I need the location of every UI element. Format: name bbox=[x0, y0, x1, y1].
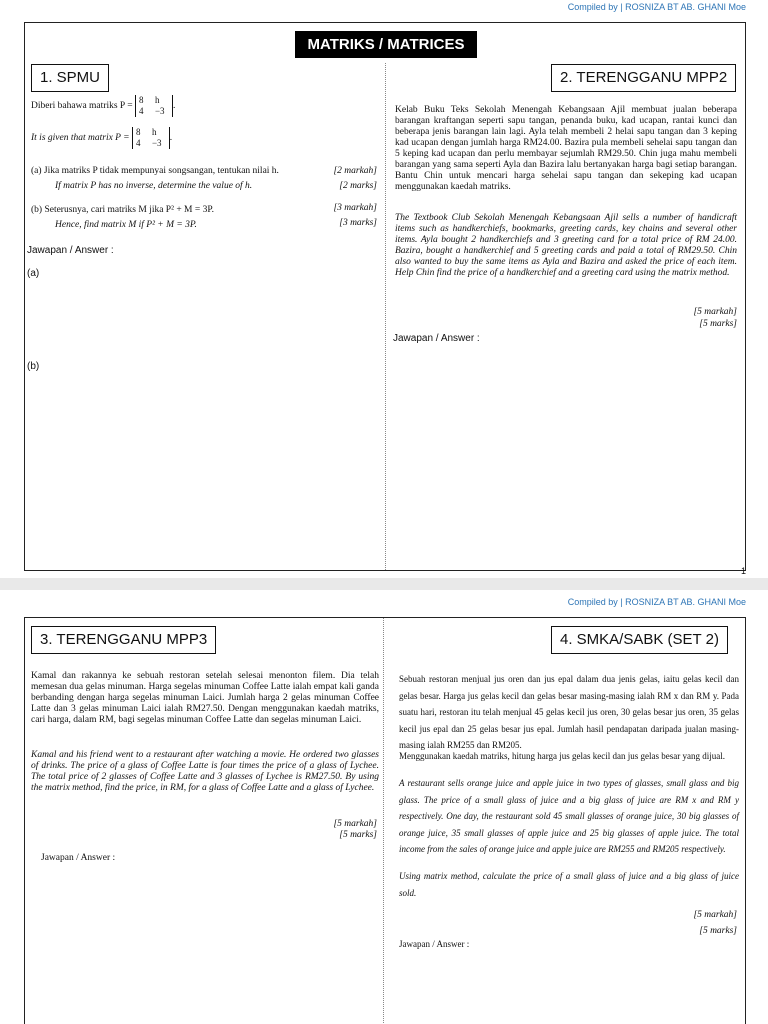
q1-given-en: It is given that matrix P = 8 h 4 −3 . bbox=[31, 127, 173, 148]
page-1-frame bbox=[24, 22, 746, 571]
q1-part-b-en: Hence, find matrix M if P² + M = 3P. bbox=[55, 220, 197, 230]
question-3-label: 3. TERENGGANU MPP3 bbox=[31, 626, 216, 654]
q4-marks-en: [5 marks] bbox=[699, 926, 737, 936]
question-4-label: 4. SMKA/SABK (SET 2) bbox=[551, 626, 728, 654]
q4-answer-label: Jawapan / Answer : bbox=[399, 939, 470, 949]
page-number: 1 bbox=[740, 566, 746, 576]
q2-marks-ms: [5 markah] bbox=[693, 307, 737, 317]
column-divider bbox=[383, 618, 384, 1024]
q2-marks-en: [5 marks] bbox=[699, 319, 737, 329]
q1-part-a-ms: (a) Jika matriks P tidak mempunyai songsangan, tentukan nilai h. bbox=[31, 166, 279, 176]
q4-text-ms: Sebuah restoran menjual jus oren dan jus epal dalam dua jenis gelas, iaitu gelas kecil dan gelas besar. Harga jus gelas kecil dan gelas besar masing-masing ialah RM x dan RM y. Pada suatu hari, restoran itu telah menjual 45 gelas kecil jus oren, 30 gelas besar jus oren, 35 gelas kecil jus epal dan 25 gelas besar jus epal. Jumlah hasil pendapatan daripada jualan masing-masing ialah RM255 dan RM205. bbox=[399, 674, 739, 750]
q2-text-ms: Kelab Buku Teks Sekolah Menengah Kebangsaan Ajil membuat jualan beberapa barangan kraftangan seperti sapu tangan, penanda buku, kad ucapan, rantai kunci dan beberapa jenis barangan lain lagi. Ayla telah membeli 2 helai sapu tangan dan 3 keping kad ucapan dengan jumlah harga RM24.00. Bazira pula membeli sehelai sapu tangan dan 5 keping kad ucapan dan perlu membayar sejumlah RM29.50. Chin juga mahu membeli barangan yang sama seperti Ayla dan Bazira lalu bertanyakan harga bagi setiap barangan. Bantu Chin untuk mencari harga sehelai sapu tangan dan sekeping kad ucapan menggunakan kaedah matriks. bbox=[395, 105, 737, 192]
q3-marks-en: [5 marks] bbox=[339, 830, 377, 840]
q4-text-en-2: Using matrix method, calculate the price of a small glass of juice and a big glass of juice sold. bbox=[399, 871, 739, 898]
page-2-frame bbox=[24, 617, 746, 1024]
q3-text-en: Kamal and his friend went to a restaurant after watching a movie. He ordered two glasses of drinks. The price of a glass of Coffee Latte is four times the price of a glass of Lychee. The total price of 2 glasses of Coffee Latte and 3 glasses of Lychee is RM27.50. By using the matrix method, find the price, in RM, for a glass of Coffee Latte and a glass of Lychee. bbox=[31, 750, 379, 793]
q3-answer-label: Jawapan / Answer : bbox=[41, 853, 116, 863]
q1-answer-part-a: (a) bbox=[27, 268, 40, 279]
question-2-label: 2. TERENGGANU MPP2 bbox=[551, 64, 736, 92]
q1-part-b-en-marks: [3 marks] bbox=[339, 218, 377, 228]
page-2 bbox=[0, 590, 768, 1024]
q1-answer-part-b: (b) bbox=[27, 361, 40, 372]
matrix-p: 8 h 4 −3 bbox=[135, 95, 173, 117]
q3-marks-ms: [5 markah] bbox=[333, 819, 377, 829]
q1-answer-label: Jawapan / Answer : bbox=[27, 245, 114, 256]
q1-part-b-ms-marks: [3 markah] bbox=[333, 203, 377, 213]
q2-text-en: The Textbook Club Sekolah Menengah Kebangsaan Ajil sells a number of handicraft items such as handkerchiefs, bookmarks, greeting cards, key chains and several other items. Ayla bought 2 handkerchiefs and 3 greeting card for a total price of RM 24.00. Bazira, bought a handkerchief and 5 greeting cards and paid a total of RM29.50. Chin also wanted to buy the same items as Ayla and Bazira and asked the price of each item. Help Chin find the price of a handkerchief and a greeting card using the matrix method. bbox=[395, 213, 737, 278]
matrix-p-en: 8 h 4 −3 bbox=[132, 127, 170, 149]
q3-text-ms: Kamal dan rakannya ke sebuah restoran setelah selesai menonton filem. Dia telah memesan dua gelas minuman. Harga segelas minuman Coffee Latte ialah empat kali ganda berbanding dengan harga segelas minuman Laici. Jumlah harga 2 gelas minuman Coffee Latte dan 3 gelas minuman Laici ialah RM27.50. Dengan menggunakan kaedah matriks, cari harga, dalam RM, bagi segelas minuman Coffee Latte dan segelas minuman Laici. bbox=[31, 671, 379, 725]
compiled-by-header: Compiled by | ROSNIZA BT AB. GHANI Moe bbox=[567, 2, 746, 12]
q2-answer-label: Jawapan / Answer : bbox=[393, 333, 480, 344]
q1-part-a-en-marks: [2 marks] bbox=[339, 181, 377, 191]
q1-part-a-ms-marks: [2 markah] bbox=[333, 166, 377, 176]
q4-text-en: A restaurant sells orange juice and apple juice in two types of glasses, small glass and big glass. The price of a small glass of juice and a big glass of juice are RM x and RM y respectively. One day, the restaurant sold 45 small glasses of orange juice, 30 big glasses of orange juice, 35 small glasses of apple juice and 25 big glasses of apple juice. The total income from the sales of orange juice and apple juice are RM255 and RM205 respectively. bbox=[399, 778, 739, 854]
compiled-by-header: Compiled by | ROSNIZA BT AB. GHANI Moe bbox=[567, 597, 746, 607]
question-1-label: 1. SPMU bbox=[31, 64, 109, 92]
q4-marks-ms: [5 markah] bbox=[693, 910, 737, 920]
q1-part-b-ms: (b) Seterusnya, cari matriks M jika P² + M = 3P. bbox=[31, 205, 214, 215]
q1-part-a-en: If matrix P has no inverse, determine the value of h. bbox=[55, 181, 253, 191]
q1-given-ms: Diberi bahawa matriks P = 8 h 4 −3 . bbox=[31, 95, 176, 116]
q4-text-ms-2: Menggunakan kaedah matriks, hitung harga jus gelas kecil dan jus gelas besar yang dijual. bbox=[399, 751, 725, 761]
page-title: MATRIKS / MATRICES bbox=[295, 31, 477, 58]
column-divider bbox=[385, 63, 386, 570]
